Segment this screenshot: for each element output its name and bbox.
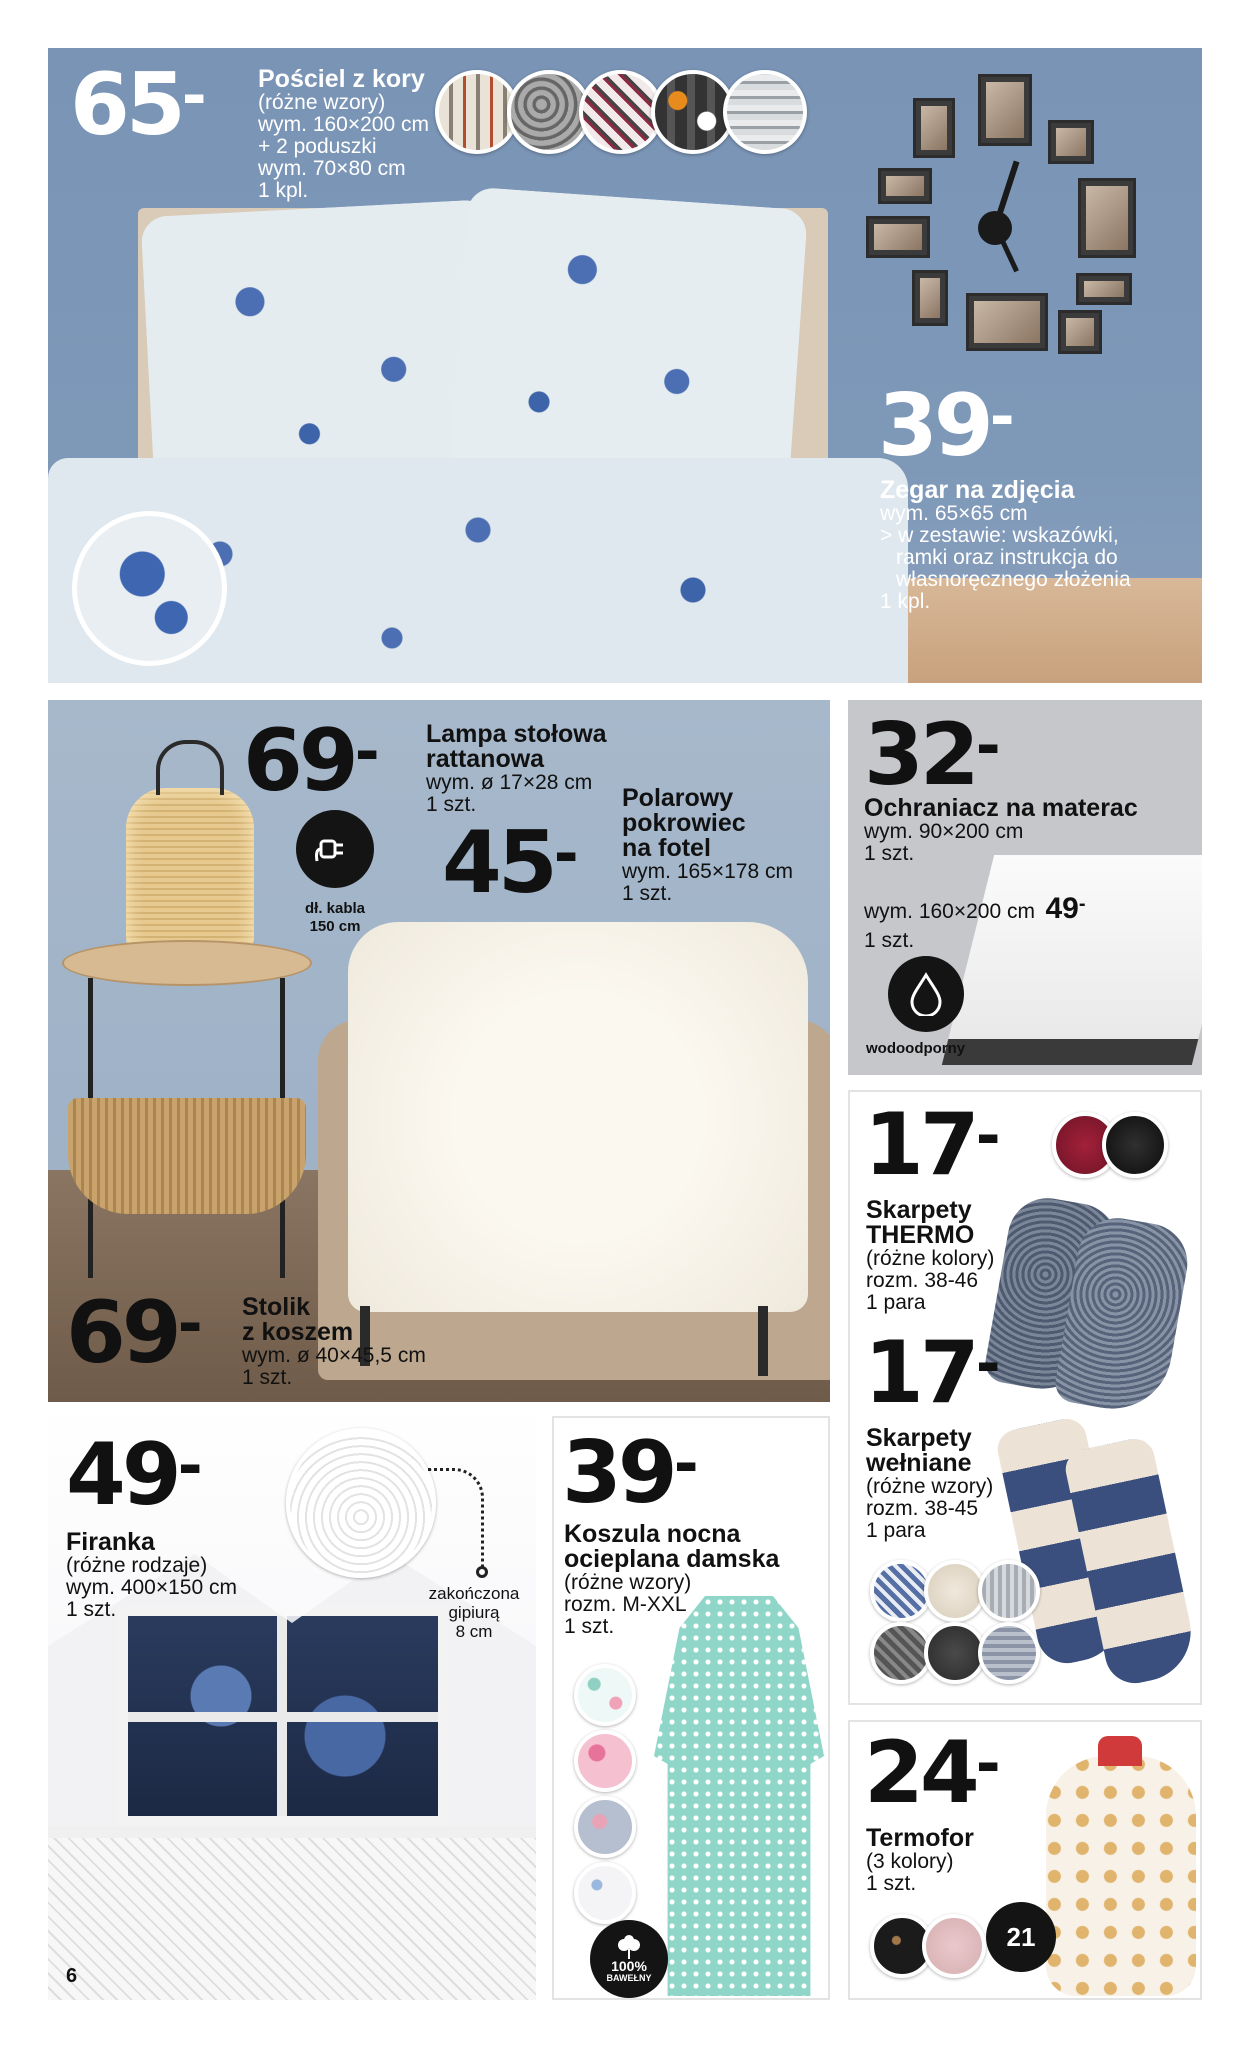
photo-frame: [878, 168, 932, 204]
water-drop-icon: [888, 956, 964, 1032]
product-title: wełniane: [866, 1449, 972, 1477]
termofor-text: [866, 1826, 974, 1895]
ochraniacz-alt-size: [864, 892, 1086, 952]
lampa-text: [426, 722, 607, 816]
price-dash: -: [177, 1289, 199, 1359]
price-value: 69: [243, 711, 355, 811]
zegar-text: [880, 478, 1131, 613]
product-detail: (różne rodzaje): [66, 1554, 208, 1577]
posciel-text: [258, 67, 429, 202]
product-title: THERMO: [866, 1221, 975, 1249]
product-title: Pościel z kory: [258, 65, 425, 93]
product-title: Koszula nocna: [564, 1520, 741, 1548]
side-table-top: [62, 940, 312, 986]
koszula-text: [564, 1522, 779, 1638]
color-swatch-pink: [922, 1914, 986, 1978]
pattern-swatch-socks-5: [924, 1622, 986, 1684]
photo-frame: [866, 216, 930, 258]
alt-size: wym. 160×200 cm: [864, 900, 1035, 923]
price-dash: -: [975, 1101, 997, 1171]
cable-plug-icon: [296, 810, 374, 888]
badge-value: 21: [1006, 1921, 1036, 1952]
termofor-price: [864, 1723, 997, 1823]
product-title: Skarpety: [866, 1196, 972, 1224]
product-detail: wym. 400×150 cm: [66, 1576, 237, 1599]
badge-line: 150 cm: [309, 918, 361, 935]
product-detail: wym. 70×80 cm: [258, 157, 406, 180]
mattress: [942, 855, 1202, 1065]
pattern-swatch-gown-2: [574, 1730, 636, 1792]
koszula-price: [562, 1423, 695, 1523]
callout-line-text: gipiurą: [448, 1603, 500, 1622]
pattern-swatch-gown-4: [574, 1862, 636, 1924]
callout-dot: [476, 1566, 488, 1578]
product-detail: wym. 160×200 cm: [258, 113, 429, 136]
nightgown: [654, 1596, 824, 1996]
window-muntin: [128, 1712, 438, 1722]
product-detail: 1 szt.: [426, 793, 477, 816]
product-title: rattanowa: [426, 745, 545, 773]
color-swatch-black: [1102, 1112, 1168, 1178]
pattern-swatch-socks-4: [870, 1622, 932, 1684]
bottle-neck: [1098, 1736, 1142, 1766]
cable-length-label: [280, 900, 390, 936]
photo-frame: [1078, 178, 1136, 258]
product-detail: wym. ø 40×45,5 cm: [242, 1344, 426, 1367]
callout-line-text: zakończona: [428, 1584, 520, 1603]
hot-water-bottle: [1046, 1756, 1196, 1996]
price-value: 17: [864, 1095, 976, 1195]
armchair-leg: [758, 1306, 768, 1376]
price-dash: -: [975, 1729, 997, 1799]
photo-frame: [1076, 273, 1132, 305]
page-number: 6: [66, 1965, 78, 1987]
price-dash: -: [989, 382, 1011, 452]
pattern-swatch-socks-2: [924, 1560, 986, 1622]
radiator: [48, 1826, 536, 2000]
zegar-price: [878, 376, 1011, 476]
price-value: 45: [442, 813, 554, 913]
product-detail: 1 szt.: [864, 842, 915, 865]
price-dash: -: [975, 1329, 997, 1399]
waterproof-label: wodoodporny: [866, 1040, 966, 1057]
skarpety-welniane-text: [866, 1426, 993, 1542]
price-dash: -: [553, 819, 575, 889]
lace-zoom-circle: [286, 1428, 436, 1578]
alt-price-value: 49: [1045, 892, 1079, 925]
wicker-basket: [68, 1098, 306, 1214]
alt-price: [1045, 892, 1085, 925]
photo-frame: [966, 293, 1048, 351]
price-value: 17: [864, 1323, 976, 1423]
product-title: Ochraniacz na materac: [864, 794, 1138, 822]
product-detail: 1 szt.: [66, 1598, 117, 1621]
alt-price-dash: -: [1078, 893, 1086, 915]
product-detail: wym. ø 17×28 cm: [426, 771, 593, 794]
product-detail: własnoręcznego złożenia: [896, 568, 1131, 591]
photo-frame: [1058, 310, 1102, 354]
alt-qty: 1 szt.: [864, 929, 915, 952]
pattern-swatch-socks-1: [870, 1560, 932, 1622]
photo-frame: [913, 98, 955, 158]
product-detail: rozm. 38-45: [866, 1497, 979, 1520]
price-dash: -: [177, 1431, 199, 1501]
price-dash: -: [975, 711, 997, 781]
product-detail: wym. 165×178 cm: [622, 860, 793, 883]
product-detail: 1 kpl.: [880, 590, 931, 613]
photo-frame: [912, 270, 948, 326]
product-detail: + 2 poduszki: [258, 135, 377, 158]
pattern-swatch-socks-6: [978, 1622, 1040, 1684]
firanka-price: [66, 1425, 199, 1525]
pattern-swatch-gown-3: [574, 1796, 636, 1858]
price-value: 39: [878, 376, 990, 476]
skarpety-thermo-price: [864, 1095, 997, 1195]
product-title: Zegar na zdjęcia: [880, 476, 1075, 504]
product-detail: wym. 90×200 cm: [864, 820, 1024, 843]
fleece-cover: [348, 922, 808, 1312]
product-detail: 1 szt.: [242, 1366, 293, 1389]
posciel-price: [70, 55, 203, 155]
photo-frame: [1048, 120, 1094, 164]
product-detail: (różne wzory): [564, 1571, 692, 1594]
stolik-text: [242, 1295, 426, 1389]
window-frame: [118, 1606, 448, 1826]
product-detail: (różne wzory): [866, 1475, 994, 1498]
product-detail: 1 szt.: [622, 882, 673, 905]
product-title: z koszem: [242, 1318, 354, 1346]
product-detail: rozm. 38-46: [866, 1269, 979, 1292]
product-title: ocieplana damska: [564, 1545, 780, 1573]
pattern-swatch-5: [723, 70, 807, 154]
stolik-price: [66, 1283, 199, 1383]
product-title: Termofor: [866, 1824, 974, 1852]
price-value: 49: [66, 1425, 178, 1525]
product-title: Lampa stołowa: [426, 720, 607, 748]
price-dash: -: [673, 1429, 695, 1499]
price-value: 32: [864, 705, 976, 805]
product-detail: rozm. M-XXL: [564, 1593, 687, 1616]
lamp-handle: [156, 740, 224, 795]
lampa-price: [243, 711, 376, 811]
cotton-icon: [590, 1920, 668, 1998]
price-value: 65: [70, 55, 182, 155]
fabric-zoom-circle: [72, 511, 227, 666]
curtain-callout: [414, 1584, 534, 1641]
product-detail: ramki oraz instrukcja do: [896, 546, 1118, 569]
pokrowiec-price: [442, 813, 575, 913]
product-detail: 1 kpl.: [258, 179, 309, 202]
price-value: 39: [562, 1423, 674, 1523]
ochraniacz-price: [864, 705, 997, 805]
product-detail: (różne kolory): [866, 1247, 995, 1270]
product-title: Firanka: [66, 1528, 155, 1556]
product-detail: 1 szt.: [866, 1872, 917, 1895]
product-title: pokrowiec: [622, 809, 746, 837]
product-title: Polarowy: [622, 784, 734, 812]
ochraniacz-text: [864, 796, 1138, 865]
price-dash: -: [354, 717, 376, 787]
price-value: 69: [66, 1283, 178, 1383]
callout-line-text: 8 cm: [455, 1622, 493, 1641]
pattern-swatch-socks-3: [978, 1560, 1040, 1622]
product-detail: 1 para: [866, 1291, 926, 1314]
price-dash: -: [181, 61, 203, 131]
badge-line: BAWEŁNY: [606, 1973, 652, 1983]
product-title: na fotel: [622, 834, 711, 862]
product-detail: > w zestawie: wskazówki,: [880, 524, 1119, 547]
product-title: Stolik: [242, 1293, 311, 1321]
callout-line: [428, 1468, 484, 1568]
product-detail: 1 para: [866, 1519, 926, 1542]
product-detail: wym. 65×65 cm: [880, 502, 1028, 525]
product-title: Skarpety: [866, 1424, 972, 1452]
pattern-swatch-gown-1: [574, 1664, 636, 1726]
badge-line: 100%: [611, 1958, 647, 1974]
skarpety-thermo-text: [866, 1198, 994, 1314]
product-detail: (różne wzory): [258, 91, 386, 114]
pokrowiec-text: [622, 786, 793, 905]
price-value: 24: [864, 1723, 976, 1823]
product-detail: 1 szt.: [564, 1615, 615, 1638]
badge-line: dł. kabla: [304, 900, 366, 917]
skarpety-welniane-price: [864, 1323, 997, 1423]
product-detail: (3 kolory): [866, 1850, 954, 1873]
count-badge: [986, 1902, 1056, 1972]
photo-frame: [978, 74, 1032, 146]
firanka-text: [66, 1530, 237, 1621]
